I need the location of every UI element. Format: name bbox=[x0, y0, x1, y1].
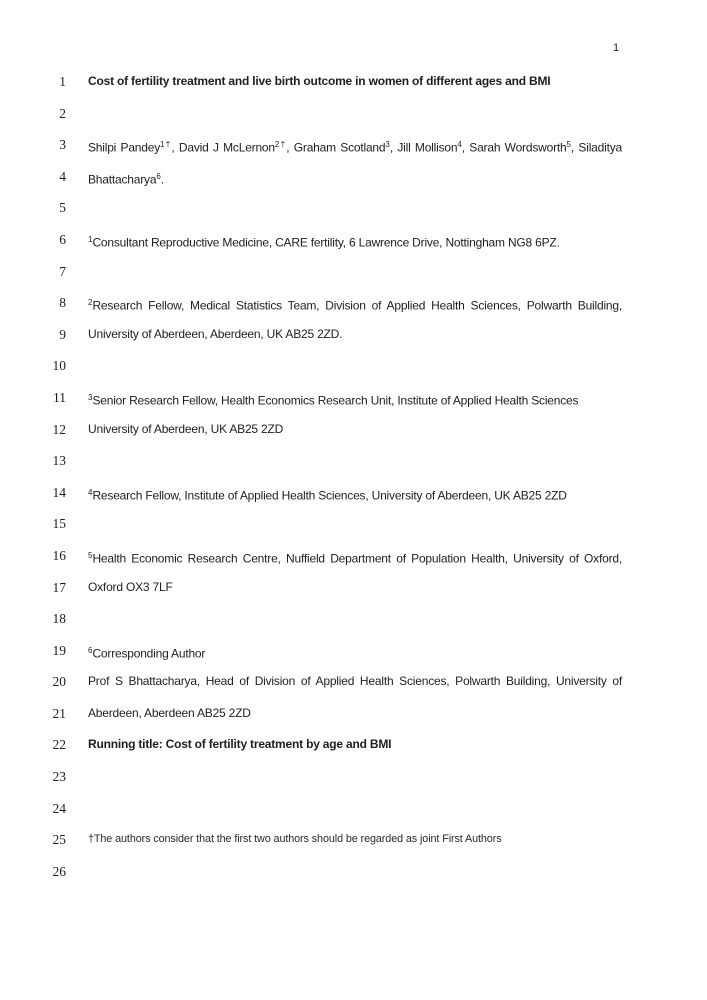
line-number: 12 bbox=[52, 421, 66, 437]
line-row bbox=[0, 414, 707, 446]
line-text bbox=[88, 319, 622, 351]
line-row bbox=[0, 666, 707, 698]
line-number: 16 bbox=[52, 547, 66, 563]
text-segment: Consultant Reproductive Medicine, CARE fertility, 6 Lawrence Drive, Nottingham NG8 6PZ. bbox=[92, 235, 560, 250]
line-text bbox=[88, 603, 622, 635]
line-row bbox=[0, 256, 707, 288]
line-row bbox=[0, 129, 707, 161]
line-text bbox=[88, 540, 622, 572]
text-segment: University of Aberdeen, Aberdeen, UK AB25 2ZD. bbox=[88, 326, 343, 341]
line-row bbox=[0, 445, 707, 477]
text-segment: , Jill Mollison bbox=[389, 140, 458, 155]
superscript-marker: 3 bbox=[88, 392, 93, 402]
text-segment: University of Aberdeen, UK AB25 2ZD bbox=[88, 421, 284, 436]
line-row bbox=[0, 477, 707, 509]
line-row bbox=[0, 66, 707, 98]
line-row bbox=[0, 192, 707, 224]
line-row bbox=[0, 382, 707, 414]
text-segment: †The authors consider that the first two authors should be regarded as joint First Authors bbox=[88, 833, 502, 846]
line-number: 26 bbox=[52, 863, 66, 879]
text-segment: , Siladitya bbox=[570, 140, 622, 155]
superscript-marker: 6 bbox=[156, 171, 161, 181]
superscript-marker: 6 bbox=[88, 645, 93, 655]
line-text bbox=[88, 824, 622, 856]
line-row bbox=[0, 793, 707, 825]
line-number: 4 bbox=[59, 168, 66, 184]
text-segment: Prof S Bhattacharya, Head of Division of Applied Health Sciences, Polwarth Building, University of bbox=[88, 674, 622, 689]
page-number: 1 bbox=[613, 42, 620, 54]
text-segment: Aberdeen, Aberdeen AB25 2ZD bbox=[88, 705, 251, 720]
text-segment: , Sarah Wordsworth bbox=[461, 140, 567, 155]
superscript-marker: 1† bbox=[160, 140, 172, 150]
text-segment: Health Economic Research Centre, Nuffield Department of Population Health, University of Oxford, bbox=[92, 551, 622, 566]
line-text bbox=[88, 350, 622, 382]
line-text bbox=[88, 793, 622, 825]
line-number: 6 bbox=[59, 231, 66, 247]
line-row bbox=[0, 287, 707, 319]
line-row bbox=[0, 698, 707, 730]
line-text bbox=[88, 477, 622, 509]
line-text bbox=[88, 287, 622, 319]
text-segment: Running title: Cost of fertility treatment by age and BMI bbox=[88, 737, 392, 752]
line-number: 13 bbox=[52, 453, 66, 469]
text-segment: Shilpi Pandey bbox=[88, 140, 161, 155]
line-row bbox=[0, 856, 707, 888]
line-number: 21 bbox=[52, 705, 66, 721]
line-number: 2 bbox=[59, 105, 66, 121]
superscript-marker: 2 bbox=[88, 298, 93, 308]
line-row bbox=[0, 350, 707, 382]
line-text bbox=[88, 98, 622, 130]
superscript-marker: 4 bbox=[88, 487, 93, 497]
line-text bbox=[88, 192, 622, 224]
line-number: 1 bbox=[59, 74, 66, 89]
text-segment: Cost of fertility treatment and live birth outcome in women of different ages and BMI bbox=[88, 74, 551, 88]
line-number: 14 bbox=[52, 484, 66, 500]
text-segment: Oxford OX3 7LF bbox=[88, 579, 173, 594]
superscript-marker: 5 bbox=[88, 550, 93, 560]
line-text bbox=[88, 129, 622, 161]
line-text bbox=[88, 572, 622, 604]
line-text bbox=[88, 729, 622, 761]
line-row bbox=[0, 761, 707, 793]
line-row bbox=[0, 224, 707, 256]
line-number: 23 bbox=[52, 769, 66, 785]
line-number: 10 bbox=[52, 358, 66, 374]
line-number: 17 bbox=[52, 579, 66, 595]
text-segment: Senior Research Fellow, Health Economics Research Unit, Institute of Applied Health Sciences bbox=[92, 393, 579, 408]
text-segment: Corresponding Author bbox=[92, 646, 206, 661]
line-number: 18 bbox=[52, 611, 66, 627]
line-text bbox=[88, 508, 622, 540]
line-text bbox=[88, 66, 622, 98]
text-segment: , Graham Scotland bbox=[286, 140, 386, 155]
text-segment: . bbox=[160, 172, 164, 187]
line-row bbox=[0, 98, 707, 130]
line-number: 9 bbox=[59, 326, 66, 342]
text-segment: Research Fellow, Institute of Applied Health Sciences, University of Aberdeen, UK AB25 2ZD bbox=[92, 488, 567, 503]
line-number: 20 bbox=[52, 674, 66, 690]
line-text bbox=[88, 761, 622, 793]
line-row bbox=[0, 319, 707, 351]
line-number: 5 bbox=[59, 200, 66, 216]
line-row bbox=[0, 161, 707, 193]
line-row bbox=[0, 635, 707, 667]
manuscript-lines bbox=[0, 66, 707, 887]
line-number: 7 bbox=[59, 263, 66, 279]
line-row bbox=[0, 540, 707, 572]
line-row bbox=[0, 824, 707, 856]
line-text bbox=[88, 635, 622, 667]
line-row bbox=[0, 508, 707, 540]
line-text bbox=[88, 414, 622, 446]
line-number: 11 bbox=[53, 389, 66, 405]
line-number: 19 bbox=[52, 642, 66, 658]
line-number: 25 bbox=[52, 832, 66, 848]
superscript-marker: 5 bbox=[566, 140, 571, 150]
line-number: 22 bbox=[52, 737, 66, 753]
line-text bbox=[88, 856, 622, 888]
superscript-marker: 3 bbox=[385, 140, 390, 150]
line-text bbox=[88, 666, 622, 698]
line-row bbox=[0, 729, 707, 761]
line-number: 15 bbox=[52, 516, 66, 532]
line-text bbox=[88, 382, 622, 414]
text-segment: Bhattacharya bbox=[88, 172, 157, 187]
superscript-marker: 1 bbox=[88, 234, 93, 244]
text-segment: , David J McLernon bbox=[171, 140, 275, 155]
line-row bbox=[0, 603, 707, 635]
line-number: 3 bbox=[59, 137, 66, 153]
superscript-marker: 4 bbox=[457, 140, 462, 150]
line-text bbox=[88, 161, 622, 193]
line-text bbox=[88, 445, 622, 477]
line-number: 8 bbox=[59, 295, 66, 311]
line-number: 24 bbox=[52, 800, 66, 816]
line-row bbox=[0, 572, 707, 604]
line-text bbox=[88, 698, 622, 730]
text-segment: Research Fellow, Medical Statistics Team, Division of Applied Health Sciences, Polwarth Building, bbox=[92, 298, 622, 313]
superscript-marker: 2† bbox=[274, 140, 287, 150]
line-text bbox=[88, 224, 622, 256]
line-text bbox=[88, 256, 622, 288]
